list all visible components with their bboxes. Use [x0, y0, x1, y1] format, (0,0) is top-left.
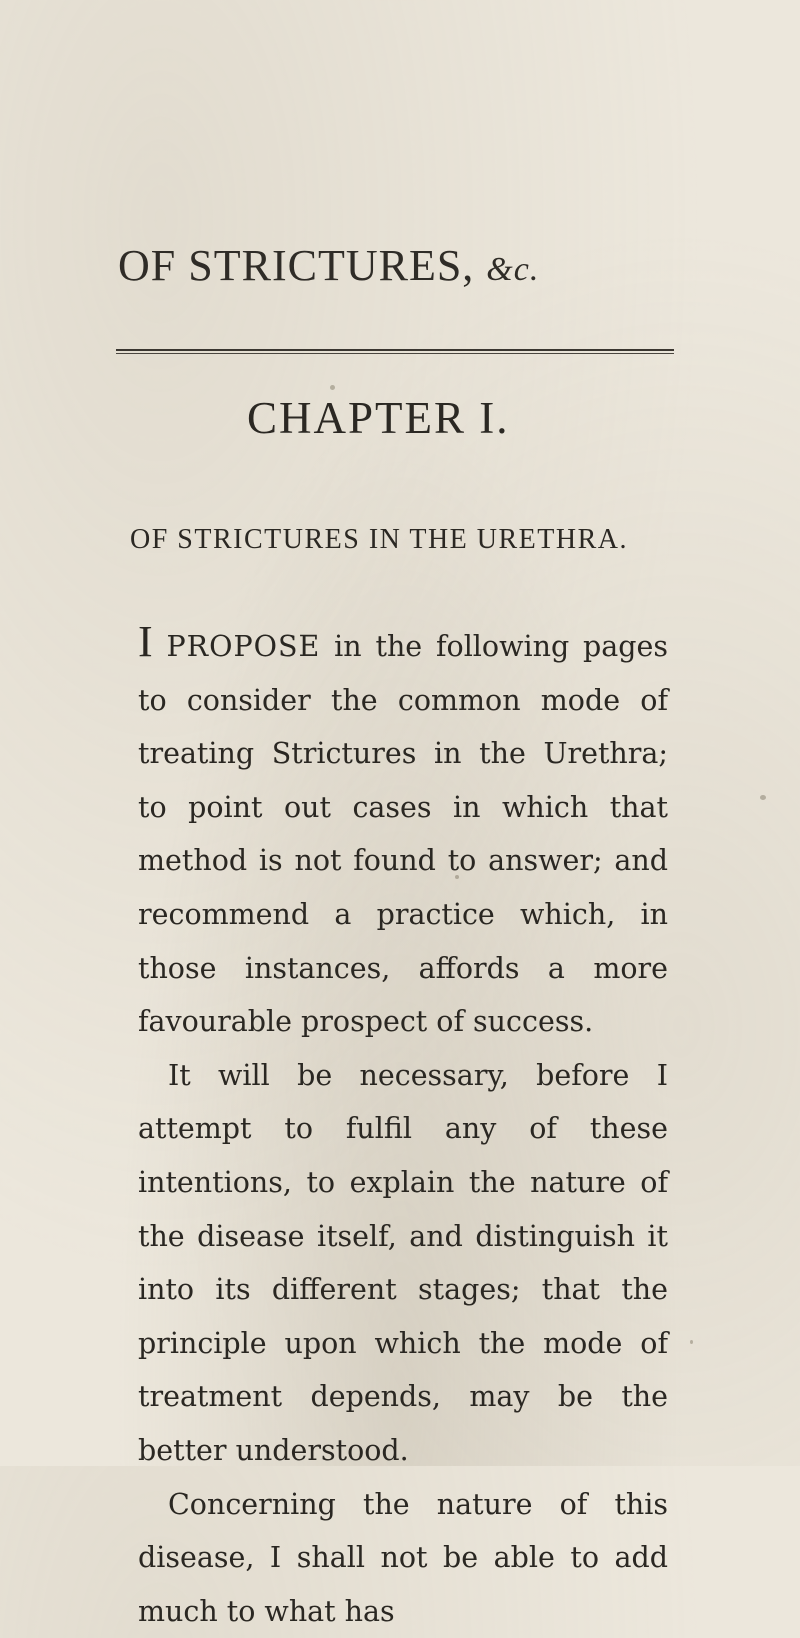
running-head-title: OF STRICTURES,: [118, 241, 474, 290]
paragraph-3: Concerning the nature of this disease, I shall not be able to add much to what has: [138, 1478, 668, 1638]
paper-speck: [760, 795, 766, 800]
header-rule: [116, 349, 674, 351]
chapter-heading: CHAPTER I.: [247, 392, 510, 444]
paper-speck: [330, 385, 335, 390]
paragraph-1: [138, 620, 668, 1049]
running-head-etc: &c.: [486, 251, 539, 288]
paper-speck: [690, 1340, 693, 1344]
paragraph-1-text: in the following pages to consider the common mode of treating Strictures in the Urethra; to point out cases in which that method is not found to answer; and recommend a practice which, in those instances, affords a more favourable prospect of success.: [138, 630, 668, 1038]
header-rule-thin: [116, 353, 674, 354]
paragraph-1-smallcaps: PROPOSE: [166, 630, 320, 663]
paragraph-2: It will be necessary, before I attempt to fulfil any of these intentions, to explain the nature of the disease itself, and distinguish it into its different stages; that the principle upon which the mode of treatment depends, may be the better understood.: [138, 1049, 668, 1478]
drop-cap: I: [138, 617, 153, 666]
paper-speck: [455, 875, 459, 879]
body-text: [138, 620, 668, 1638]
running-head: [118, 240, 539, 291]
chapter-subheading: OF STRICTURES IN THE URETHRA.: [130, 524, 628, 556]
